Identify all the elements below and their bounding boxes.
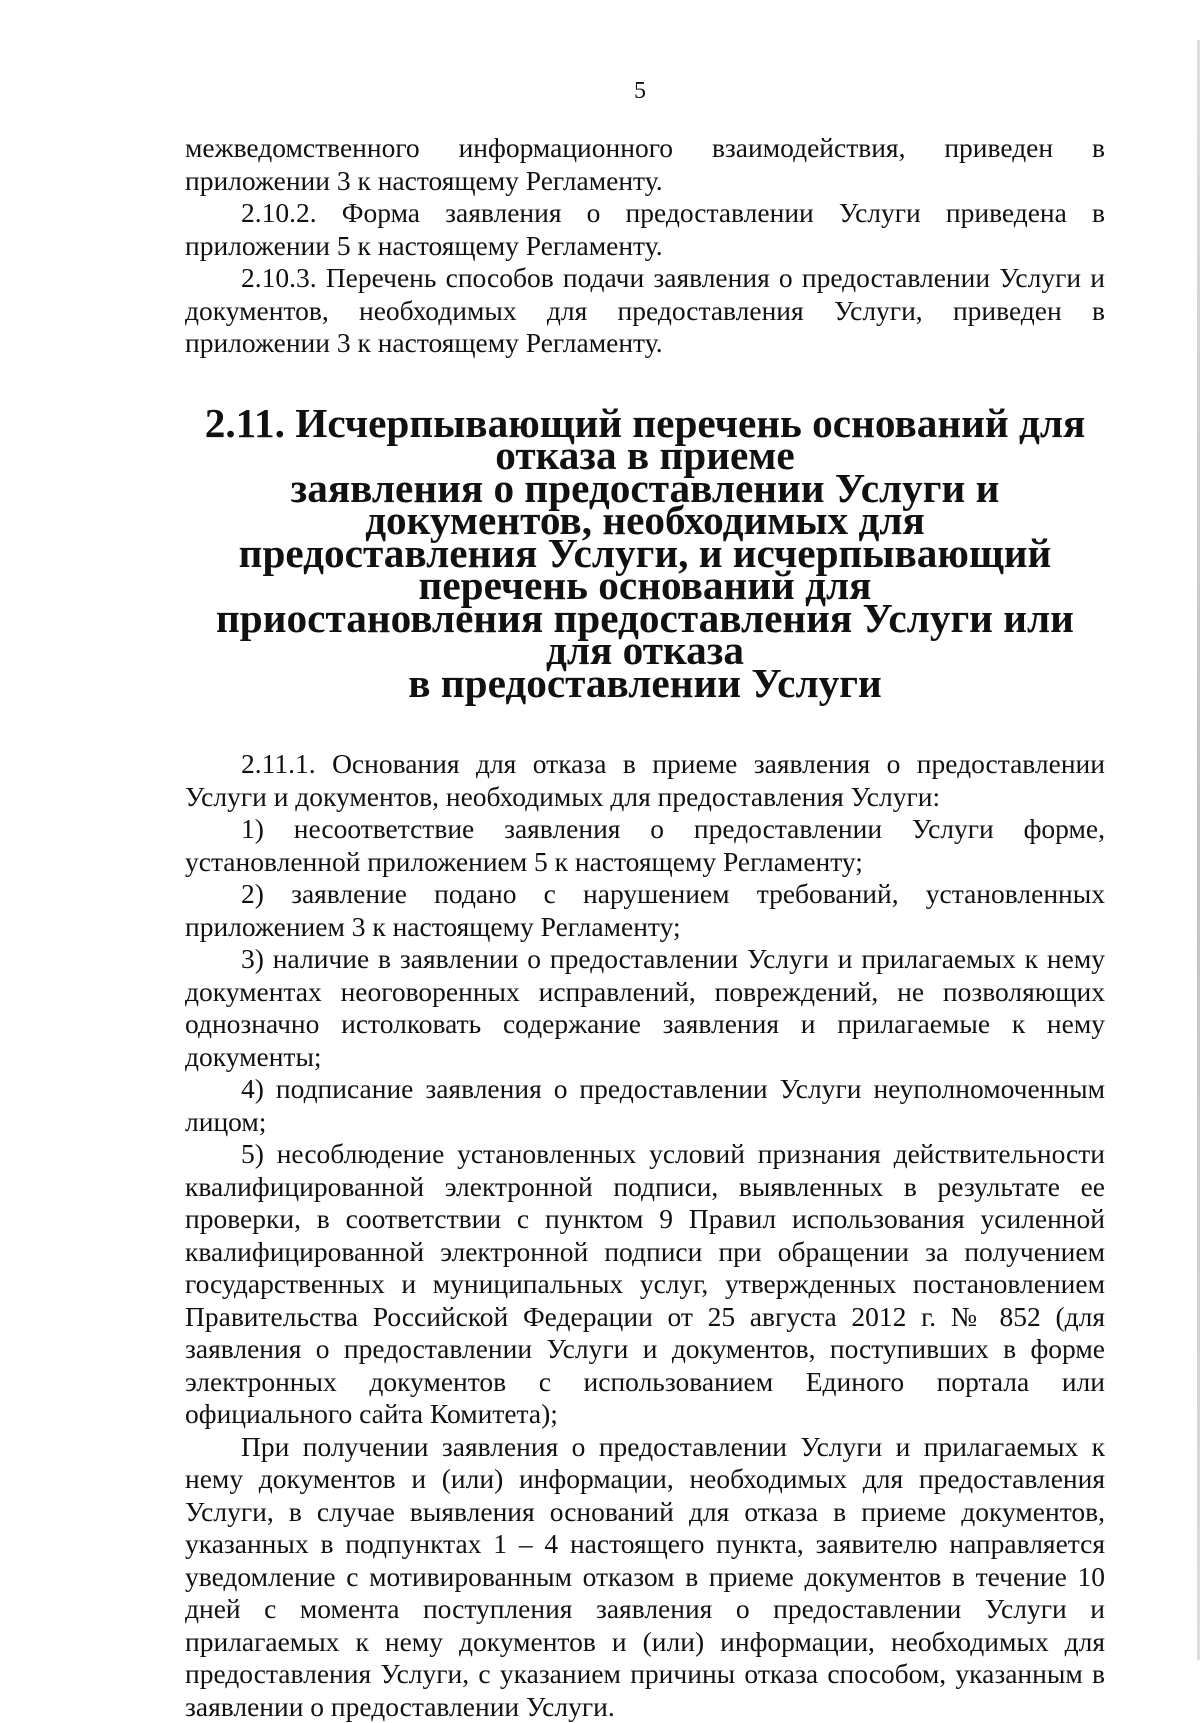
document-body xyxy=(185,132,1105,1723)
section-heading-line: приостановления предоставления Услуги или для отказа xyxy=(191,602,1099,667)
paragraph-2-10-3: 2.10.3. Перечень способов подачи заявления о предоставлении Услуги и документов, необходимых для предоставления Услуги, приведен в приложении 3 к настоящему Регламенту. xyxy=(185,262,1105,360)
section-heading-line: предоставления Услуги, и исчерпывающий перечень оснований для xyxy=(191,537,1099,602)
section-heading-2-11 xyxy=(185,407,1105,700)
paragraph-continuation: межведомственного информационного взаимодействия, приведен в приложении 3 к настоящему Регламенту. xyxy=(185,132,1105,197)
section-heading-line: 2.11. Исчерпывающий перечень оснований для отказа в приеме xyxy=(191,407,1099,472)
list-item-1: 1) несоответствие заявления о предоставлении Услуги форме, установленной приложением 5 к настоящему Регламенту; xyxy=(185,813,1105,878)
section-heading-line: в предоставлении Услуги xyxy=(191,667,1099,700)
list-item-5: 5) несоблюдение установленных условий признания действительности квалифицированной электронной подписи, выявленных в результате ее проверки, в соответствии с пунктом 9 Правил использования усиленной квалифицированной электронной подписи при обращении за получением государственных и муниципальных услуг, утвержденных постановлением Правительства Российской Федерации от 25 августа 2012 г. № 852 (для заявления о предоставлении Услуги и документов, поступивших в форме электронных документов с использованием Единого портала или официального сайта Комитета); xyxy=(185,1138,1105,1431)
paragraph-2-11-1: 2.11.1. Основания для отказа в приеме заявления о предоставлении Услуги и документов, необходимых для предоставления Услуги: xyxy=(185,748,1105,813)
list-item-2: 2) заявление подано с нарушением требований, установленных приложением 3 к настоящему Регламенту; xyxy=(185,878,1105,943)
list-item-3: 3) наличие в заявлении о предоставлении Услуги и прилагаемых к нему документах неоговоренных исправлений, повреждений, не позволяющих однозначно истолковать содержание заявления и прилагаемые к нему документы; xyxy=(185,943,1105,1073)
list-item-4: 4) подписание заявления о предоставлении Услуги неуполномоченным лицом; xyxy=(185,1073,1105,1138)
paragraph-refusal-notice: При получении заявления о предоставлении Услуги и прилагаемых к нему документов и (или) информации, необходимых для предоставления Услуги, в случае выявления оснований для отказа в приеме документов, указанных в подпунктах 1 – 4 настоящего пункта, заявителю направляется уведомление с мотивированным отказом в приеме документов в течение 10 дней с момента поступления заявления о предоставлении Услуги и прилагаемых к нему документов и (или) информации, необходимых для предоставления Услуги, с указанием причины отказа способом, указанным в заявлении о предоставлении Услуги. xyxy=(185,1431,1105,1723)
paragraph-2-10-2: 2.10.2. Форма заявления о предоставлении Услуги приведена в приложении 5 к настоящему Регламенту. xyxy=(185,197,1105,262)
section-heading-line: заявления о предоставлении Услуги и документов, необходимых для xyxy=(191,472,1099,537)
page-number: 5 xyxy=(0,76,1200,106)
